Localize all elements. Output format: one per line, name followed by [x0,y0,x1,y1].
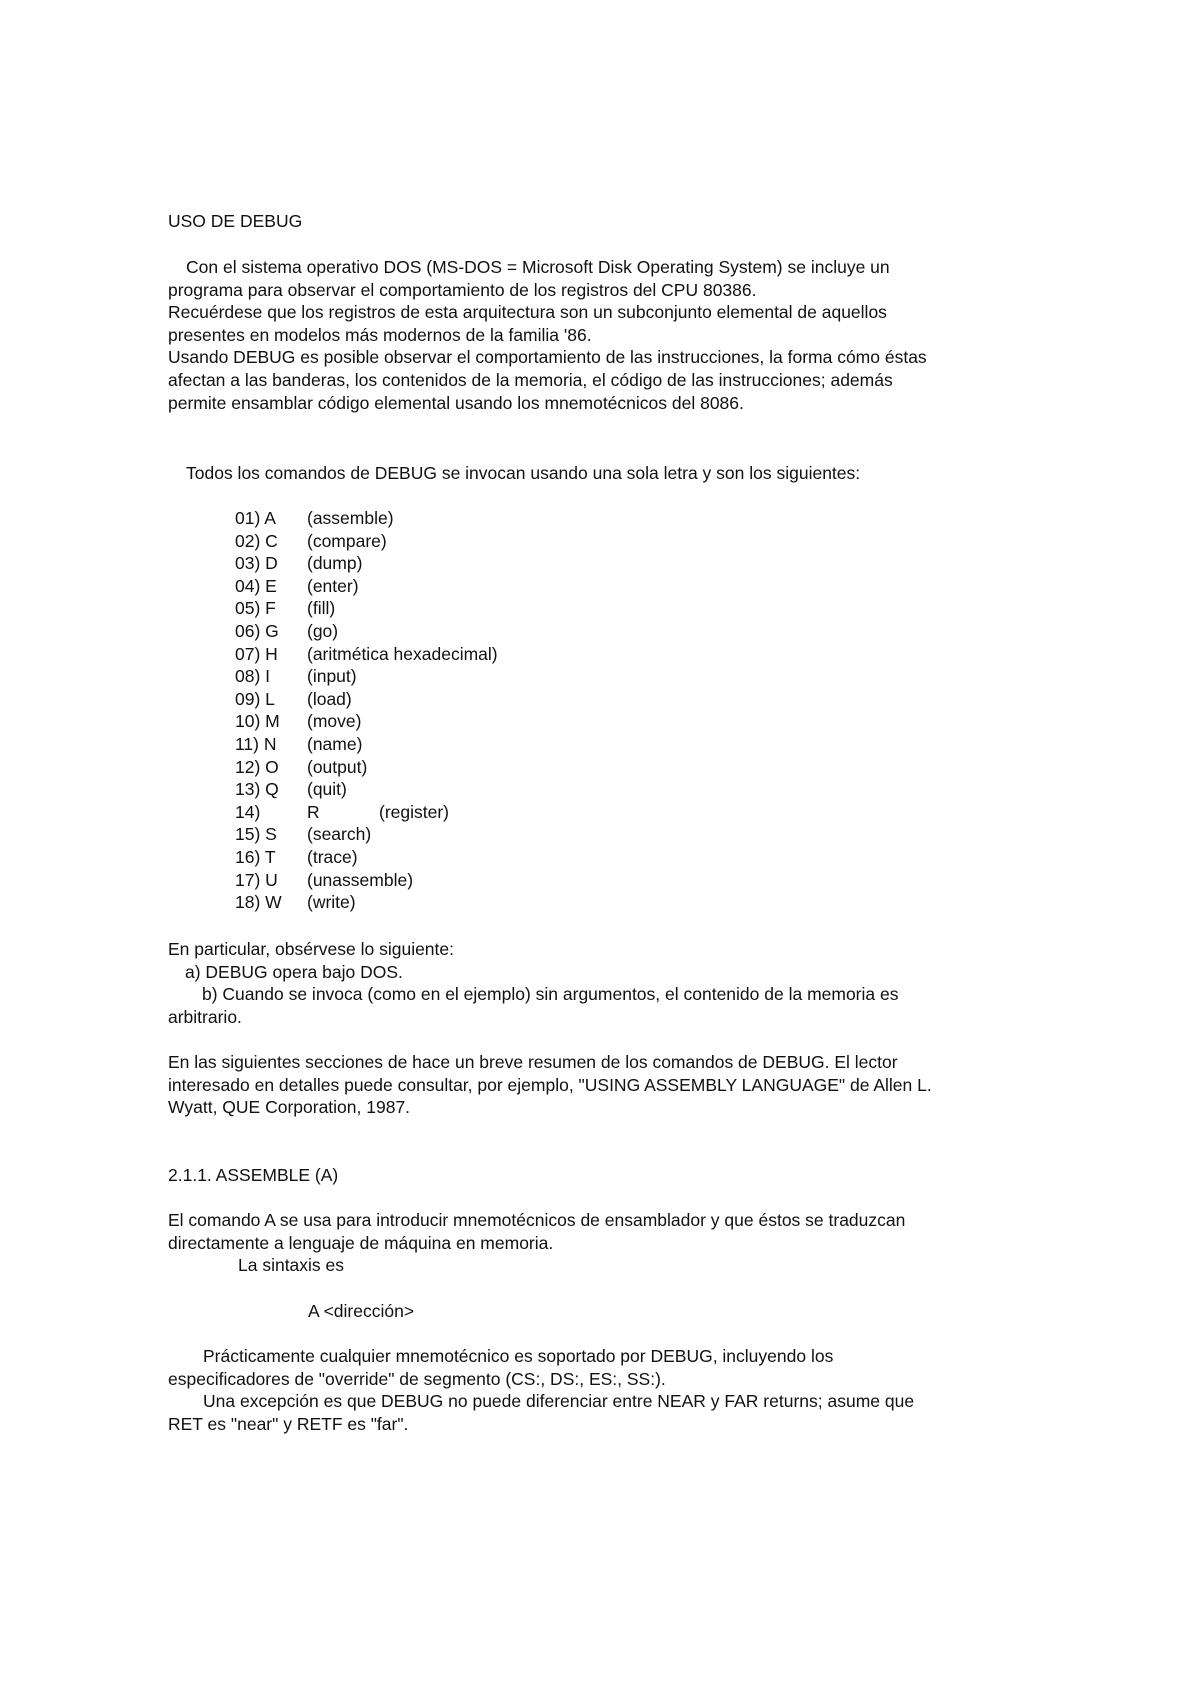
command-number: 17) U [235,869,278,890]
command-number: 14) [235,801,261,822]
command-description: (register) [379,801,450,822]
command-number: 02) C [235,530,278,551]
command-description: (quit) [307,779,347,800]
command-description: (load) [307,688,352,709]
particular-lead: En particular, obsérvese lo siguiente: [168,939,454,959]
command-item [235,507,635,530]
intro-line: permite ensamblar código elemental usando los mnemotécnicos del 8086. [168,392,744,413]
commands-intro: Todos los comandos de DEBUG se invocan usando una sola letra y son los siguientes: [186,463,861,483]
practica-line: RET es "near" y RETF es "far". [168,1413,409,1434]
command-item [235,823,635,846]
intro-line: Usando DEBUG es posible observar el comportamiento de las instrucciones, la forma cómo éstas [168,347,927,368]
command-item [235,530,635,553]
command-item [235,801,635,824]
command-item [235,846,635,869]
practica-line: Prácticamente cualquier mnemotécnico es soportado por DEBUG, incluyendo los [203,1346,834,1366]
intro-line: programa para observar el comportamiento de los registros del CPU 80386. [168,279,757,300]
command-item [235,688,635,711]
particular-item-b-cont: arbitrario. [168,1006,242,1027]
assemble-line: El comando A se usa para introducir mnemotécnicos de ensamblador y que éstos se traduzcan [168,1210,906,1230]
command-item [235,597,635,620]
particular-item-b: b) Cuando se invoca (como en el ejemplo) sin argumentos, el contenido de la memoria es [202,984,899,1005]
command-item [235,869,635,892]
command-description: (fill) [307,598,336,619]
command-number: 03) D [235,553,278,574]
command-item [235,891,635,914]
command-number: 15) S [235,824,277,845]
command-number: 07) H [235,643,278,664]
command-description: (search) [307,824,372,845]
command-number: 16) T [235,846,276,867]
command-number: 04) E [235,575,277,596]
syntax-example: A <dirección> [308,1301,415,1321]
syntax-label: La sintaxis es [238,1255,345,1276]
document-heading: USO DE DEBUG [168,211,303,231]
command-number: 18) W [235,892,282,913]
section-title: 2.1.1. ASSEMBLE (A) [168,1165,339,1185]
command-description: (compare) [307,530,387,551]
command-item [235,665,635,688]
summary-paragraph [168,1051,1068,1119]
command-number: 11) N [235,733,277,754]
command-description: (dump) [307,553,363,574]
command-item [235,620,635,643]
command-description: (name) [307,733,363,754]
summary-line: En las siguientes secciones de hace un breve resumen de los comandos de DEBUG. El lector [168,1052,898,1072]
intro-line: afectan a las banderas, los contenidos de la memoria, el código de las instrucciones; además [168,369,893,390]
command-description: (assemble) [307,508,394,528]
intro-line: presentes en modelos más modernos de la familia '86. [168,324,592,345]
command-description: (input) [307,666,357,687]
command-item [235,733,635,756]
assemble-paragraph [168,1209,1068,1277]
command-item [235,710,635,733]
command-letter: R [307,801,320,822]
command-description: (trace) [307,846,358,867]
command-item [235,778,635,801]
command-number: 09) L [235,688,275,709]
command-description: (unassemble) [307,869,414,890]
summary-line: Wyatt, QUE Corporation, 1987. [168,1097,411,1118]
command-number: 10) M [235,711,280,732]
particular-paragraph [168,938,1068,1028]
intro-line: Con el sistema operativo DOS (MS-DOS = Microsoft Disk Operating System) se incluye un [186,257,890,277]
intro-line: Recuérdese que los registros de esta arquitectura son un subconjunto elemental de aquellos [168,302,887,323]
intro-paragraph [168,256,1068,414]
command-item [235,756,635,779]
command-number: 12) O [235,756,279,777]
command-description: (output) [307,756,368,777]
practica-paragraph [168,1345,1068,1435]
command-item [235,552,635,575]
summary-line: interesado en detalles puede consultar, por ejemplo, "USING ASSEMBLY LANGUAGE" de Allen L. [168,1074,932,1095]
command-description: (write) [307,892,356,913]
command-number: 01) A [235,508,276,528]
practica-line: Una excepción es que DEBUG no puede diferenciar entre NEAR y FAR returns; asume que [203,1391,915,1412]
command-description: (go) [307,620,339,641]
command-number: 13) Q [235,779,279,800]
command-number: 05) F [235,598,276,619]
command-number: 06) G [235,620,279,641]
command-item [235,643,635,666]
command-description: (aritmética hexadecimal) [307,643,498,664]
assemble-line: directamente a lenguaje de máquina en memoria. [168,1232,554,1253]
commands-list [235,507,635,914]
command-number: 08) I [235,666,271,687]
command-description: (enter) [307,575,359,596]
practica-line: especificadores de "override" de segmento (CS:, DS:, ES:, SS:). [168,1368,666,1389]
particular-item-a: a) DEBUG opera bajo DOS. [185,961,403,982]
command-item [235,575,635,598]
command-description: (move) [307,711,362,732]
